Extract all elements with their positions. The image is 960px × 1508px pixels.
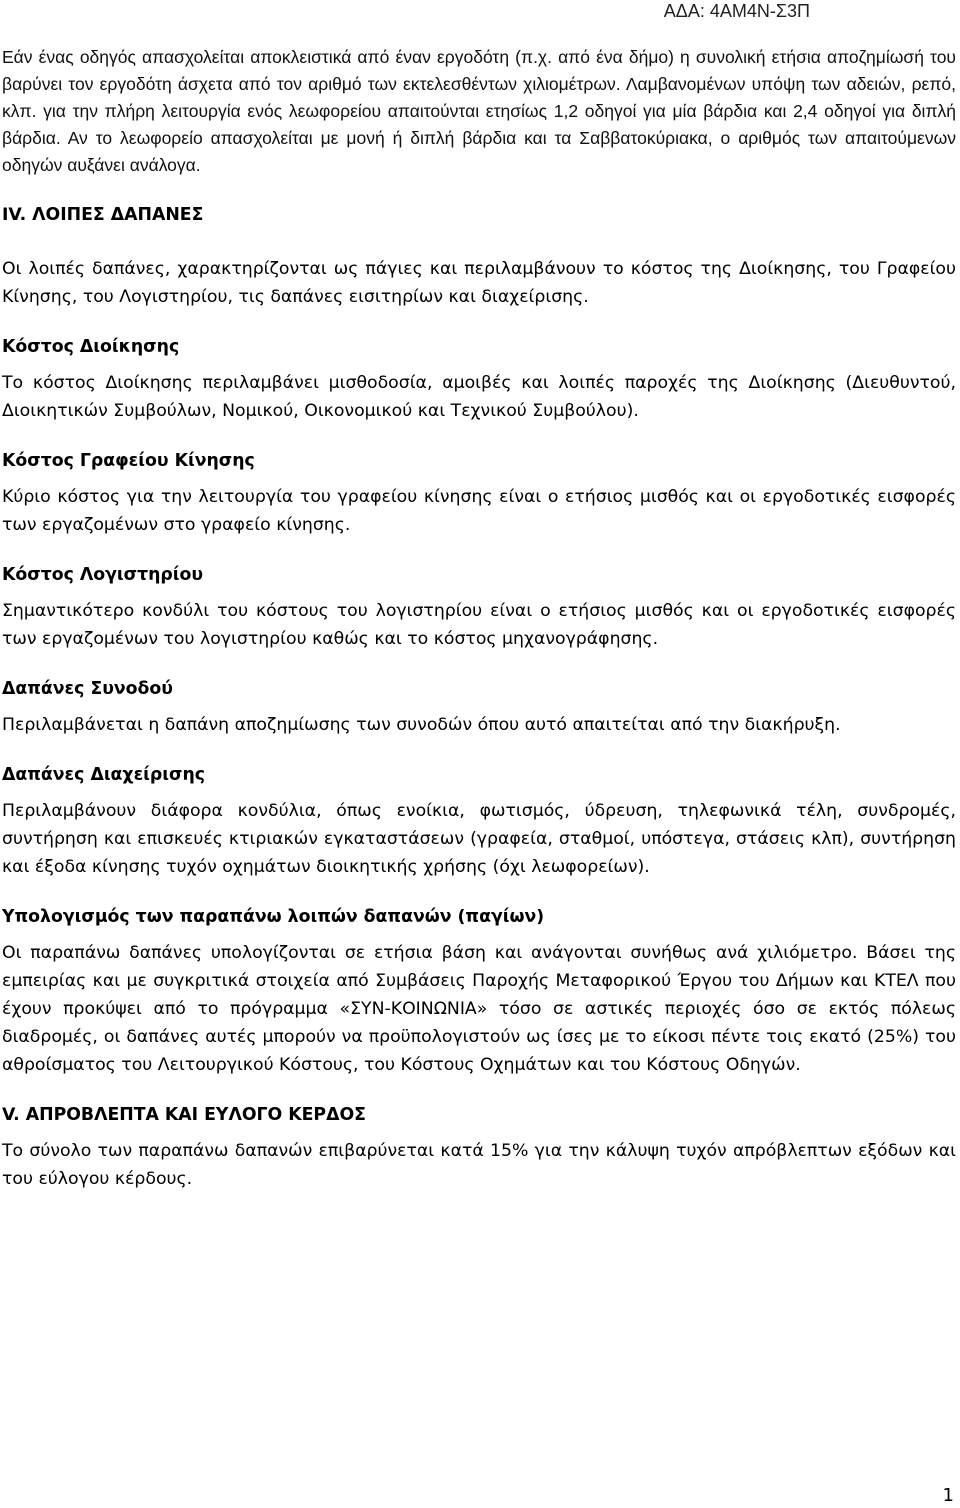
section-iv-heading: IV. ΛΟΙΠΕΣ ΔΑΠΑΝΕΣ xyxy=(2,205,204,225)
fixed-costs-calc-heading: Υπολογισμός των παραπάνω λοιπών δαπανών (παγίων) xyxy=(2,907,545,927)
fixed-costs-calc-paragraph: Οι παραπάνω δαπάνες υπολογίζονται σε ετήσια βάση και ανάγονται συνήθως ανά χιλιόμετρο. Βάσει της εμπειρίας και με συγκριτικά στοιχεία από Συμβάσεις Παροχής Μεταφορικού Έργου του Δήμων και ΚΤΕΛ που έχουν προκύψει από το πρόγραμμα «ΣΥΝ-ΚΟΙΝΩΝΙΑ» τόσο σε αστικές περιοχές όσο σε εκτός πόλεως διαδρομές, οι δαπάνες αυτές μπορούν να προϋπολογιστούν ως ίσες με το είκοσι πέντε τοις εκατό (25%) του αθροίσματος του Λειτουργικού Κόστους, του Κόστους Οχημάτων και του Κόστους Οδηγών. xyxy=(2,943,956,1075)
admin-cost-paragraph: Το κόστος Διοίκησης περιλαμβάνει μισθοδοσία, αμοιβές και λοιπές παροχές της Διοίκησης (Διευθυντού, Διοικητικών Συμβούλων, Νομικού, Οικονομικού και Τεχνικού Συμβούλου). xyxy=(2,373,956,421)
accounting-cost-paragraph: Σημαντικότερο κονδύλι του κόστους του λογιστηρίου είναι ο ετήσιος μισθός και οι εργοδοτικές εισφορές των εργαζομένων του λογιστηρίου καθώς και το κόστος μηχανογράφησης. xyxy=(2,601,956,649)
management-costs-heading: Δαπάνες Διαχείρισης xyxy=(2,765,206,785)
accounting-cost-heading: Κόστος Λογιστηρίου xyxy=(2,565,204,585)
section-iv-paragraph: Οι λοιπές δαπάνες, χαρακτηρίζονται ως πάγιες και περιλαμβάνουν το κόστος της Διοίκησης, του Γραφείου Κίνησης, του Λογιστηρίου, τις δαπάνες εισιτηρίων και διαχείρισης. xyxy=(2,259,956,307)
dispatch-office-cost-heading: Κόστος Γραφείου Κίνησης xyxy=(2,451,255,471)
section-v-paragraph: Το σύνολο των παραπάνω δαπανών επιβαρύνεται κατά 15% για την κάλυψη τυχόν απρόβλεπτων εξόδων και του εύλογου κέρδους. xyxy=(2,1141,956,1189)
page-number: 1 xyxy=(942,1485,954,1506)
dispatch-office-cost-paragraph: Κύριο κόστος για την λειτουργία του γραφείου κίνησης είναι ο ετήσιος μισθός και οι εργοδοτικές εισφορές των εργαζομένων στο γραφείο κίνησης. xyxy=(2,487,956,535)
section-v-heading: V. ΑΠΡΟΒΛΕΠΤΑ ΚΑΙ ΕΥΛΟΓΟ ΚΕΡΔΟΣ xyxy=(2,1105,366,1125)
management-costs-paragraph: Περιλαμβάνουν διάφορα κονδύλια, όπως ενοίκια, φωτισμός, ύδρευση, τηλεφωνικά τέλη, συνδρομές, συντήρηση και επισκευές κτιριακών εγκαταστάσεων (γραφεία, σταθμοί, υπόστεγα, στάσεις κλπ), συντήρηση και έξοδα κίνησης τυχόν οχημάτων διοικητικής χρήσης (όχι λεωφορείων). xyxy=(2,801,956,877)
escort-costs-paragraph: Περιλαμβάνεται η δαπάνη αποζημίωσης των συνοδών όπου αυτό απαιτείται από την διακήρυξη. xyxy=(2,715,841,735)
admin-cost-heading: Κόστος Διοίκησης xyxy=(2,337,180,357)
intro-paragraph: Εάν ένας οδηγός απασχολείται αποκλειστικά από έναν εργοδότη (π.χ. από ένα δήμο) η συνολική ετήσια αποζημίωσή του βαρύνει τον εργοδότη άσχετα από τον αριθμό των εκτελεσθέντων χιλιομέτρων. Λαμβανομένων υπόψη των αδειών, ρεπό, κλπ. για την πλήρη λειτουργία ενός λεωφορείου απαιτούνται ετησίως 1,2 οδηγοί για μία βάρδια και 2,4 οδηγοί για διπλή βάρδια. Αν το λεωφορείο απασχολείται με μονή ή διπλή βάρδια και τα Σαββατοκύριακα, ο αριθμός των απαιτούμενων οδηγών αυξάνει ανάλογα. xyxy=(2,47,956,175)
escort-costs-heading: Δαπάνες Συνοδού xyxy=(2,679,173,699)
document-body xyxy=(2,44,956,1193)
document-code: ΑΔΑ: 4ΑΜ4Ν-Σ3Π xyxy=(663,1,810,21)
